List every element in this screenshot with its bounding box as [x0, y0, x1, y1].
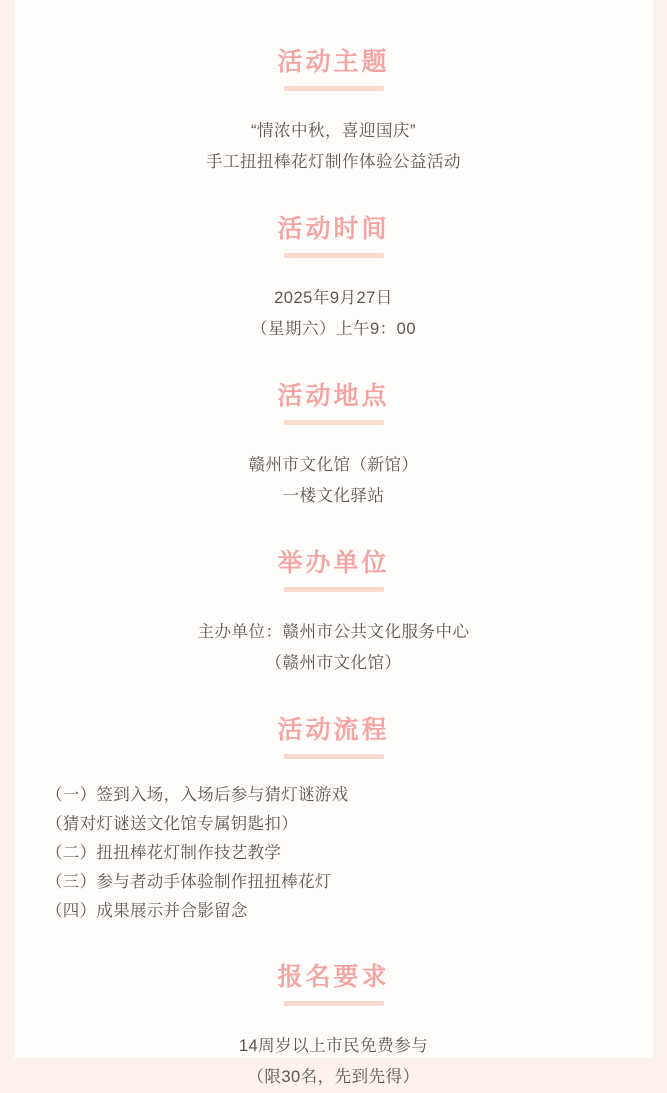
flow-step-note: （猜对灯谜送文化馆专属钥匙扣） — [46, 815, 298, 833]
section-registration-requirements — [32, 962, 635, 1093]
section-title: 活动流程 — [277, 716, 390, 744]
section-body-line: （限30名，先到先得） — [247, 1068, 420, 1086]
section-title: 报名要求 — [277, 963, 390, 991]
section-title: 举办单位 — [277, 549, 390, 577]
flow-step: （二）扭扭棒花灯制作技艺教学 — [46, 844, 282, 862]
section-activity-location — [32, 381, 635, 512]
flow-step: （四）成果展示并合影留念 — [46, 902, 248, 920]
spacer — [32, 926, 635, 962]
flow-step: （一）签到入场，入场后参与猜灯谜游戏 — [46, 786, 349, 804]
spacer — [32, 759, 635, 781]
section-title: 活动时间 — [277, 215, 390, 243]
spacer — [32, 512, 635, 548]
section-body-line: 一楼文化驿站 — [282, 487, 385, 505]
spacer — [32, 345, 635, 381]
section-body-line: 主办单位：赣州市公共文化服务中心 — [197, 623, 470, 641]
section-activity-time — [32, 214, 635, 345]
section-body-line: （赣州市文化馆） — [265, 654, 402, 672]
section-organizer — [32, 548, 635, 679]
section-title: 活动地点 — [277, 382, 390, 410]
spacer — [32, 178, 635, 214]
section-body-line: 2025年9月27日 — [274, 289, 393, 307]
spacer — [32, 425, 635, 450]
section-body-line: 赣州市文化馆（新馆） — [248, 456, 419, 474]
section-title: 活动主题 — [277, 48, 390, 76]
spacer — [32, 258, 635, 283]
section-activity-theme — [32, 47, 635, 178]
spacer — [32, 1006, 635, 1031]
spacer — [32, 679, 635, 715]
section-body-line: （星期六）上午9：00 — [250, 320, 417, 338]
section-activity-flow — [32, 715, 635, 926]
section-body-line: 手工扭扭棒花灯制作体验公益活动 — [206, 153, 461, 171]
flow-step: （三）参与者动手体验制作扭扭棒花灯 — [46, 873, 332, 891]
top-spacer — [32, 0, 635, 47]
poster-card — [14, 0, 653, 1086]
section-body-line: “情浓中秋，喜迎国庆” — [251, 122, 416, 140]
spacer — [32, 592, 635, 617]
spacer — [32, 91, 635, 116]
section-body-line: 14周岁以上市民免费参与 — [238, 1037, 429, 1055]
